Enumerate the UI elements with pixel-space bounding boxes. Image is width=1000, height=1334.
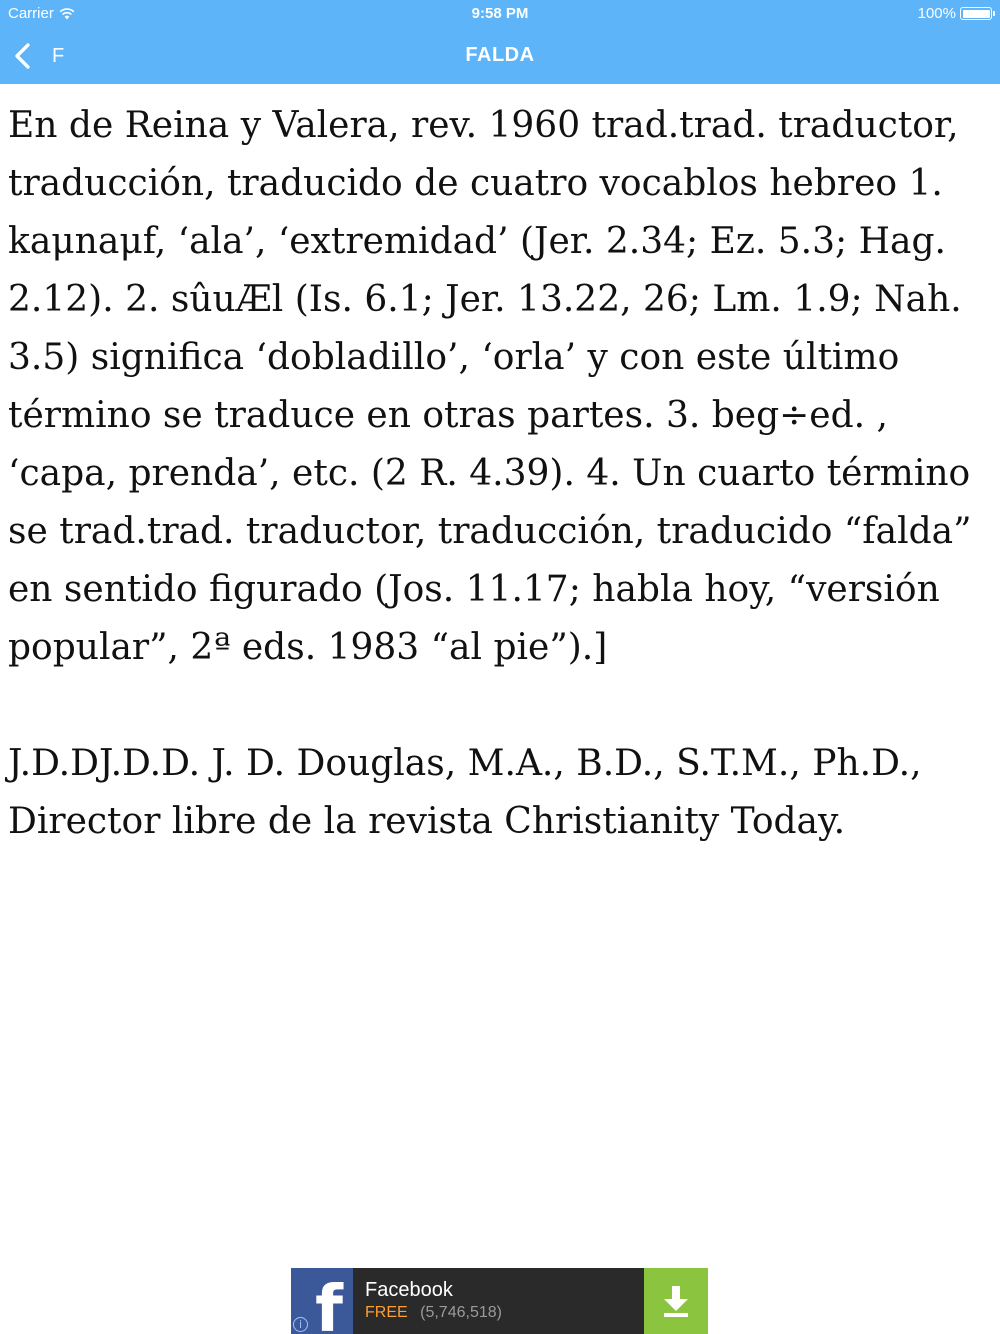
page-title: FALDA <box>465 44 535 66</box>
ad-meta <box>365 1302 644 1324</box>
battery-percent: 100% <box>917 5 956 22</box>
ad-price: FREE <box>365 1304 408 1321</box>
article-paragraph: En de Reina y Valera, rev. 1960 trad.trad. traductor, traducción, traducido de cuatro vocablos hebreo 1. kaμnaμf, ‘ala’, ‘extremidad’ (Jer. 2.34; Ez. 5.3; Hag. 2.12). 2. sûuÆl (Is. 6.1; Jer. 13.22, 26; Lm. 1.9; Nah. 3.5) significa ‘dobladillo’, ‘orla’ y con este último término se traduce en otras partes. 3. beg÷ed. , ‘capa, prenda’, etc. (2 R. 4.39). 4. Un cuarto término se trad.trad. traductor, traducción, traducido “falda” en sentido figurado (Jos. 11.17; habla hoy, “versión popular”, 2ª eds. 1983 “al pie”).] <box>8 105 972 668</box>
download-icon <box>661 1284 691 1318</box>
status-time: 9:58 PM <box>471 5 529 22</box>
carrier-label: Carrier <box>8 5 54 22</box>
download-button[interactable] <box>644 1268 708 1334</box>
status-battery <box>918 5 992 22</box>
status-bar <box>0 0 1000 28</box>
author-credit: J.D.DJ.D.D. J. D. Douglas, M.A., B.D., S.T.M., Ph.D., Director libre de la revista Christianity Today. <box>8 743 922 842</box>
facebook-logo-letter: f <box>315 1273 343 1334</box>
back-label: F <box>52 44 65 67</box>
nav-bar <box>0 28 1000 84</box>
ad-text <box>353 1268 644 1334</box>
battery-icon <box>960 7 992 20</box>
facebook-app-icon <box>291 1268 353 1334</box>
ad-app-name: Facebook <box>365 1279 453 1301</box>
article-content <box>8 97 993 851</box>
ad-ratings-count: (5,746,518) <box>420 1304 502 1321</box>
ad-banner[interactable] <box>291 1268 708 1334</box>
info-icon[interactable]: i <box>293 1317 308 1332</box>
header <box>0 0 1000 84</box>
